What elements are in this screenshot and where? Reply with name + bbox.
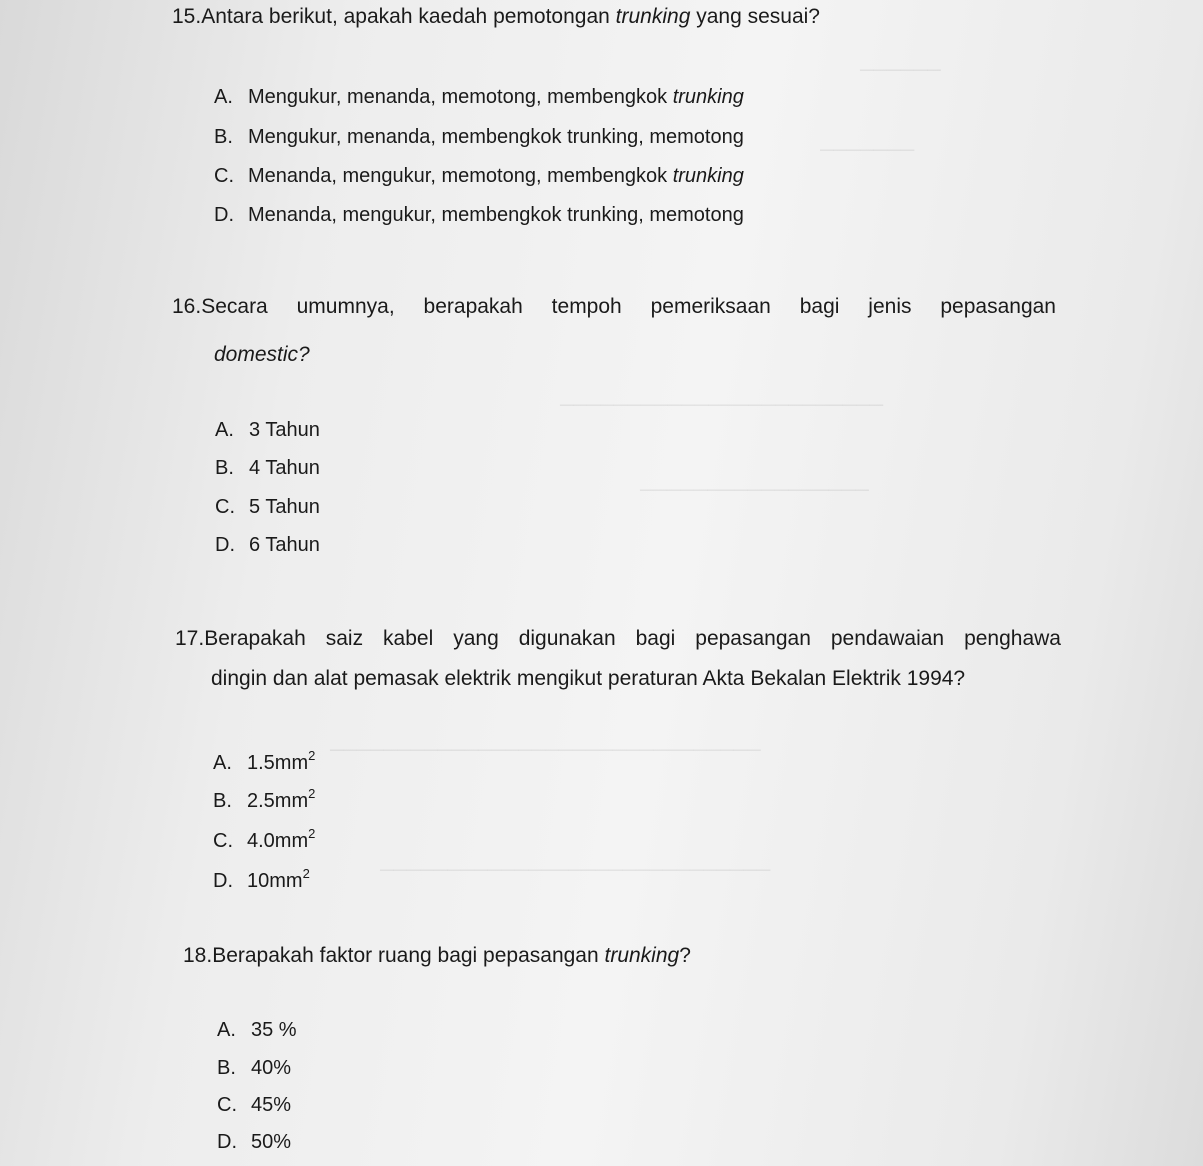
- option-17b[interactable]: [213, 786, 316, 813]
- option-letter: C.: [217, 1094, 237, 1116]
- option-15d[interactable]: [214, 203, 744, 227]
- option-18b[interactable]: [217, 1056, 291, 1080]
- option-text: 40%: [251, 1057, 292, 1079]
- option-text: $10mm^2$: [247, 866, 310, 892]
- option-letter: C.: [215, 496, 235, 518]
- option-letter: B.: [214, 126, 233, 148]
- show-through-texture: ───────: [820, 140, 915, 161]
- option-16b[interactable]: [215, 456, 320, 480]
- question-text-line1: Secara umumnya, berapakah tempoh pemeriksaan bagi jenis pepasangan: [201, 295, 1056, 318]
- option-letter: B.: [217, 1057, 236, 1079]
- option-letter: A.: [214, 86, 233, 108]
- option-18a[interactable]: [217, 1018, 297, 1042]
- option-letter: D.: [213, 870, 233, 892]
- show-through-texture: ──────: [860, 60, 941, 81]
- option-15c[interactable]: [214, 164, 744, 188]
- question-text: Berapakah faktor ruang bagi pepasangan trunking?: [212, 944, 691, 967]
- show-through-texture: ─────────────────: [640, 480, 869, 501]
- question-number: 18.: [183, 944, 213, 967]
- option-text: 35 %: [251, 1019, 297, 1041]
- question-17-line2: dingin dan alat pemasak elektrik mengikut peraturan Akta Bekalan Elektrik 1994?: [211, 667, 966, 690]
- show-through-texture: ─────────────────────────────: [380, 860, 771, 881]
- option-text: Menanda, mengukur, memotong, membengkok trunking: [248, 165, 744, 187]
- option-16c[interactable]: [215, 495, 320, 519]
- option-text: 3 Tahun: [249, 419, 320, 441]
- option-letter: D.: [217, 1131, 237, 1153]
- option-16a[interactable]: [215, 418, 320, 442]
- question-text: Antara berikut, apakah kaedah pemotongan trunking yang sesuai?: [201, 5, 820, 28]
- option-letter: A.: [215, 419, 234, 441]
- option-17c[interactable]: [213, 826, 316, 853]
- option-letter: D.: [214, 204, 234, 226]
- question-16: [172, 294, 1056, 319]
- option-16d[interactable]: [215, 533, 320, 557]
- option-letter: A.: [217, 1019, 236, 1041]
- option-text: 4 Tahun: [249, 457, 320, 479]
- option-letter: C.: [214, 165, 234, 187]
- option-text: $1.5mm^2$: [247, 748, 316, 774]
- show-through-texture: ────────────────────────────────: [330, 740, 761, 761]
- question-18: [183, 943, 691, 968]
- question-number: 17.: [175, 627, 205, 650]
- question-16-line2: domestic?: [214, 343, 310, 366]
- option-text: Mengukur, menanda, membengkok trunking, memotong: [248, 126, 744, 148]
- option-letter: A.: [213, 752, 232, 774]
- option-text: 5 Tahun: [249, 496, 320, 518]
- question-text-line1: Berapakah saiz kabel yang digunakan bagi pepasangan pendawaian penghawa: [204, 627, 1061, 650]
- option-text: Menanda, mengukur, membengkok trunking, memotong: [248, 204, 744, 226]
- option-17d[interactable]: [213, 866, 310, 893]
- question-number: 15.: [172, 5, 202, 28]
- option-letter: B.: [215, 457, 234, 479]
- option-15a[interactable]: [214, 85, 744, 109]
- question-15: [172, 4, 820, 29]
- option-letter: B.: [213, 790, 232, 812]
- option-17a[interactable]: [213, 748, 316, 775]
- question-number: 16.: [172, 295, 202, 318]
- option-text: $2.5mm^2$: [247, 786, 316, 812]
- option-letter: D.: [215, 534, 235, 556]
- option-text: Mengukur, menanda, memotong, membengkok trunking: [248, 86, 744, 108]
- option-letter: C.: [213, 830, 233, 852]
- option-text: 50%: [251, 1131, 292, 1153]
- option-15b[interactable]: [214, 125, 744, 149]
- option-text: $4.0mm^2$: [247, 826, 316, 852]
- show-through-texture: ────────────────────────: [560, 395, 884, 416]
- option-18c[interactable]: [217, 1093, 291, 1117]
- option-18d[interactable]: [217, 1130, 291, 1154]
- option-text: 6 Tahun: [249, 534, 320, 556]
- question-17: [175, 626, 1061, 651]
- option-text: 45%: [251, 1094, 292, 1116]
